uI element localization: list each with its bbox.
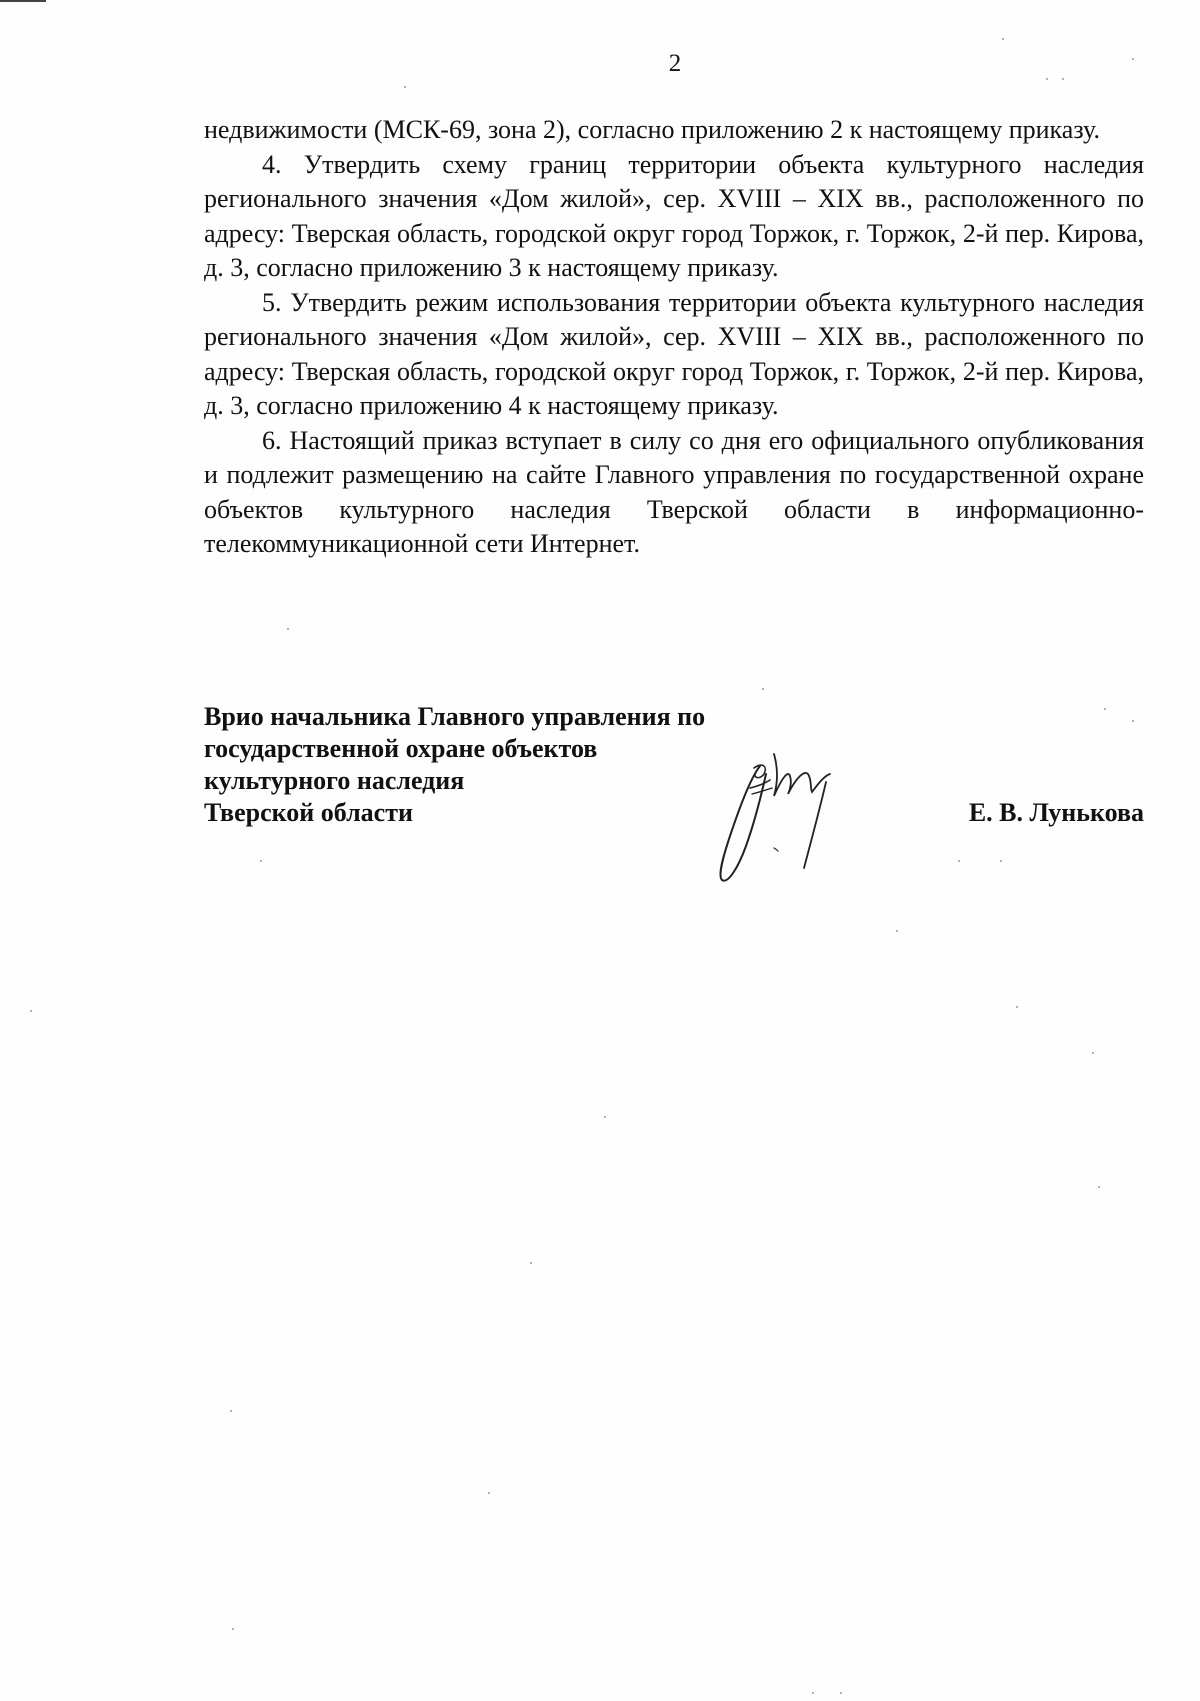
scan-speck (404, 86, 406, 88)
scan-speck (230, 1410, 232, 1412)
handwritten-signature (712, 748, 882, 888)
scan-speck (812, 1692, 814, 1694)
paragraph-item-4: 4. Утвердить схему границ территории объекта культурного наследия регионального значения «Дом жилой», сер. XVIII – XIX вв., расположенного по адресу: Тверская область, городской округ город Торжок, г. Торжок, 2-й пер. Кирова, д. 3, согласно приложению 3 к настоящему приказу. (204, 149, 1144, 282)
scan-speck (1046, 78, 1048, 80)
scan-speck (762, 688, 764, 690)
scan-speck (1132, 58, 1134, 60)
scan-speck (488, 1492, 490, 1494)
signature-block (204, 701, 1144, 829)
scan-speck (287, 628, 289, 630)
scan-speck (1016, 1006, 1018, 1008)
page-number: 2 (668, 50, 682, 77)
scan-speck (232, 1628, 234, 1630)
scan-speck (604, 1116, 606, 1118)
paragraph-continuation: недвижимости (МСК-69, зона 2), согласно приложению 2 к настоящему приказу. (204, 115, 1100, 144)
scan-corner-mark (0, 0, 46, 2)
signatory-title-line: государственной охране объектов (204, 734, 598, 763)
scan-speck (958, 860, 960, 862)
scan-speck (1092, 1052, 1094, 1054)
scan-speck (30, 1010, 32, 1012)
scan-speck (1000, 860, 1002, 862)
scan-speck (1062, 78, 1064, 80)
scan-speck (1104, 708, 1106, 710)
paragraph-item-5: 5. Утвердить режим использования территории объекта культурного наследия регионального значения «Дом жилой», сер. XVIII – XIX вв., расположенного по адресу: Тверская область, городской округ город Торжок, г. Торжок, 2-й пер. Кирова, д. 3, согласно приложению 4 к настоящему приказу. (204, 287, 1144, 420)
signatory-title-line: культурного наследия (204, 766, 465, 795)
scan-speck (840, 1692, 842, 1694)
scan-speck (530, 1262, 532, 1264)
document-body (204, 113, 1144, 562)
signatory-title-line: Врио начальника Главного управления по (204, 702, 706, 731)
scan-speck (1002, 38, 1004, 40)
scan-speck (1132, 720, 1134, 722)
scan-speck (260, 860, 262, 862)
signatory-title-line: Тверской области (204, 798, 413, 827)
paragraph-item-6: 6. Настоящий приказ вступает в силу со дня его официального опубликования и подлежит размещению на сайте Главного управления по государственной охране объектов культурного наследия Тверской области в информационно-телекоммуникационной сети Интернет. (204, 425, 1144, 558)
signatory-name: Е. В. Лунькова (968, 798, 1144, 827)
scan-speck (1098, 1186, 1100, 1188)
scan-speck (896, 930, 898, 932)
